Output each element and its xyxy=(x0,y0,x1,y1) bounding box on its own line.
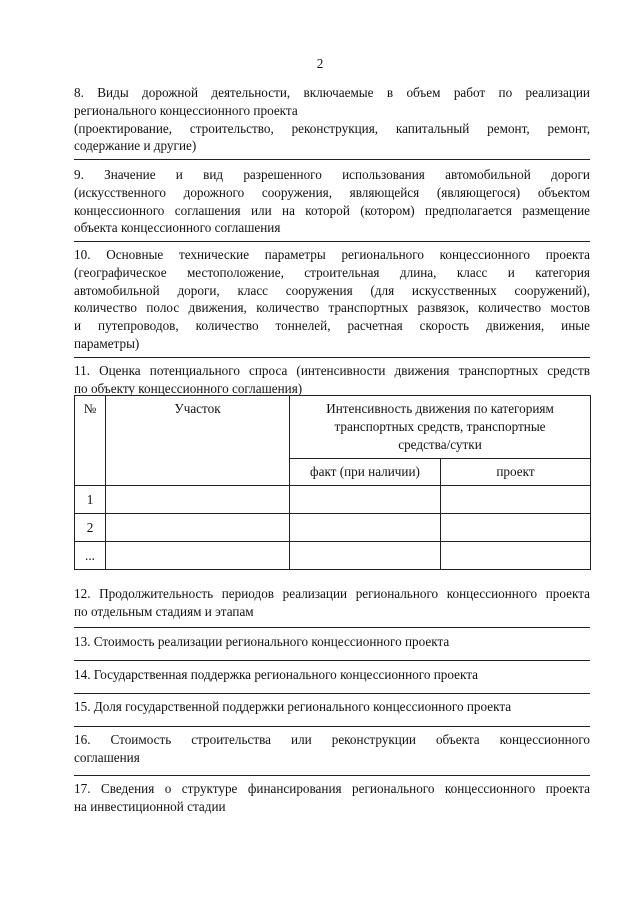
intensity-header-line: средства/сутки xyxy=(398,436,482,452)
section-8-line: содержание и другие) xyxy=(74,138,197,154)
page-number: 2 xyxy=(316,56,324,71)
section-17-line: 17. Сведения о структуре финансирования регионального концессионного проекта xyxy=(74,781,590,796)
row-project-cell xyxy=(441,486,591,514)
section-17-line: на инвестиционной стадии xyxy=(74,798,226,814)
section-10-line: (географическое местоположение, строительная длина, класс и категория xyxy=(74,264,590,280)
section-10-line: автомобильной дороги, класс сооружения (для искусственных сооружений), xyxy=(74,282,590,298)
section-15 xyxy=(74,698,590,716)
table-row xyxy=(75,542,591,570)
row-project-cell xyxy=(441,542,591,570)
divider-line xyxy=(74,693,590,694)
row-number: 2 xyxy=(75,514,106,542)
section-11-line: по объекту концессионного соглашения) xyxy=(74,380,303,396)
section-10 xyxy=(74,246,590,353)
section-11 xyxy=(74,362,590,398)
section-9-line: концессионного соглашения или на которой (котором) предполагается размещение xyxy=(74,202,590,218)
section-16 xyxy=(74,731,590,767)
row-fact-cell xyxy=(290,542,441,570)
divider-line xyxy=(74,159,590,160)
section-8-line: 8. Виды дорожной деятельности, включаемые в объем работ по реализации xyxy=(74,85,590,100)
divider-line xyxy=(74,775,590,776)
section-16-line: соглашения xyxy=(74,749,140,765)
row-number: ... xyxy=(75,542,106,570)
section-10-line: количество полос движения, количество транспортных развязок, количество мостов xyxy=(74,300,590,316)
divider-line xyxy=(74,357,590,358)
table-header-section: Участок xyxy=(106,396,290,486)
section-12 xyxy=(74,585,590,621)
section-14-line: 14. Государственная поддержка регионального концессионного проекта xyxy=(74,667,479,682)
divider-line xyxy=(74,726,590,727)
row-section-cell xyxy=(106,542,290,570)
row-number: 1 xyxy=(75,486,106,514)
row-section-cell xyxy=(106,514,290,542)
intensity-header-line: транспортных средств, транспортные xyxy=(334,418,546,434)
section-9-line: 9. Значение и вид разрешенного использования автомобильной дороги xyxy=(74,167,590,182)
table-header-project: проект xyxy=(441,459,591,486)
table-row xyxy=(75,514,591,542)
intensity-header-line: Интенсивность движения по категориям xyxy=(326,401,554,416)
demand-table xyxy=(74,395,591,570)
section-8-line: регионального концессионного проекта xyxy=(74,102,298,118)
section-9 xyxy=(74,166,590,237)
section-13-line: 13. Стоимость реализации регионального концессионного проекта xyxy=(74,634,450,649)
section-8-line: (проектирование, строительство, реконструкция, капитальный ремонт, ремонт, xyxy=(74,120,590,136)
section-10-line: и путепроводов, количество тоннелей, расчетная скорость движения, иные xyxy=(74,318,590,334)
table-header-fact: факт (при наличии) xyxy=(290,459,441,486)
table-row xyxy=(75,486,591,514)
table-header-intensity xyxy=(290,396,591,459)
section-10-line: 10. Основные технические параметры регионального концессионного проекта xyxy=(74,247,590,262)
section-10-line: параметры) xyxy=(74,335,140,351)
divider-line xyxy=(74,660,590,661)
section-13 xyxy=(74,633,590,651)
divider-line xyxy=(74,627,590,628)
section-14 xyxy=(74,666,590,684)
section-16-line: 16. Стоимость строительства или реконструкции объекта концессионного xyxy=(74,732,590,747)
section-8 xyxy=(74,84,590,155)
row-fact-cell xyxy=(290,514,441,542)
section-11-line: 11. Оценка потенциального спроса (интенсивности движения транспортных средств xyxy=(74,363,590,378)
row-project-cell xyxy=(441,514,591,542)
section-12-line: 12. Продолжительность периодов реализации регионального концессионного проекта xyxy=(74,586,590,601)
section-9-line: объекта концессионного соглашения xyxy=(74,220,281,236)
row-fact-cell xyxy=(290,486,441,514)
divider-line xyxy=(74,241,590,242)
table-header-number: № xyxy=(75,396,106,486)
section-17 xyxy=(74,780,590,816)
section-12-line: по отдельным стадиям и этапам xyxy=(74,603,254,619)
row-section-cell xyxy=(106,486,290,514)
section-9-line: (искусственного дорожного сооружения, являющейся (являющегося) объектом xyxy=(74,184,590,200)
section-15-line: 15. Доля государственной поддержки регионального концессионного проекта xyxy=(74,699,512,714)
